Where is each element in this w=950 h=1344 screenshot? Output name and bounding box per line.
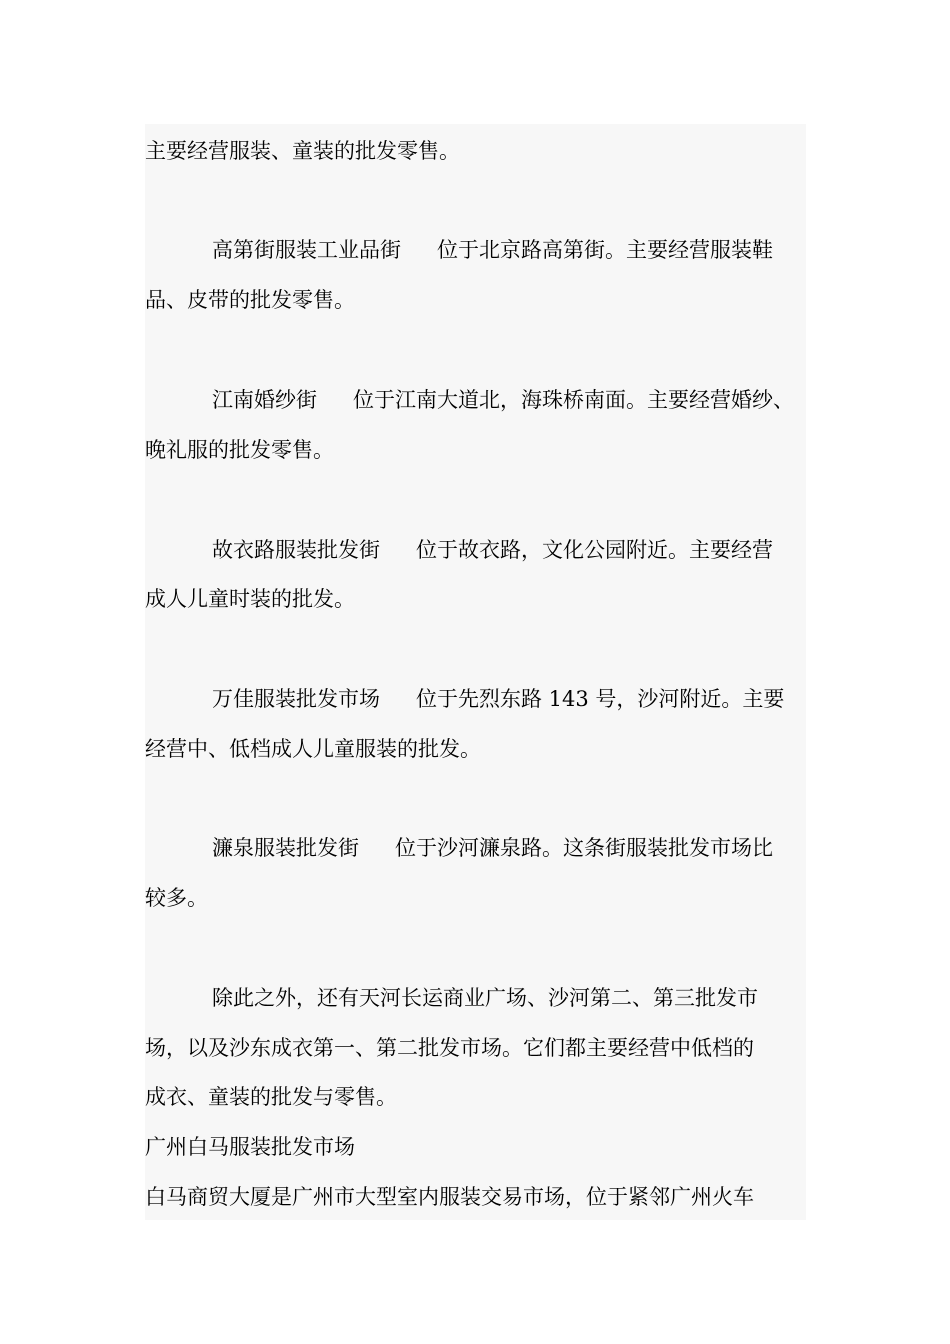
market-name: 高第街服装工业品街 [212,238,401,262]
text: 成衣、童装的批发与零售。 [145,1085,397,1109]
text: 位于江南大道北，海珠桥南面。主要经营婚纱、 [353,388,794,412]
paragraph-line [212,385,794,415]
market-name: 濂泉服装批发街 [212,836,359,860]
market-name: 故衣路服装批发街 [212,538,380,562]
heading-text: 广州白马服装批发市场 [145,1135,355,1159]
paragraph-line [212,535,773,565]
paragraph-line [145,285,355,315]
market-name: 万佳服装批发市场 [212,687,380,711]
text: 位于北京路高第街。主要经营服装鞋 [437,238,773,262]
section-heading [145,1132,355,1162]
paragraph-line [145,1082,397,1112]
text: 主要经营服装、童装的批发零售。 [145,139,460,163]
paragraph-line [145,1033,754,1063]
paragraph-line [145,883,208,913]
text: 晚礼服的批发零售。 [145,438,334,462]
paragraph-line [145,584,355,614]
text: 位于故衣路，文化公园附近。主要经营 [416,538,773,562]
market-name: 江南婚纱街 [212,388,317,412]
text: 场，以及沙东成衣第一、第二批发市场。它们都主要经营中低档的 [145,1036,754,1060]
text: 较多。 [145,886,208,910]
paragraph-line [145,734,481,764]
paragraph-line [145,136,460,166]
paragraph-line [212,983,758,1013]
text: 品、皮带的批发零售。 [145,288,355,312]
text: 位于沙河濂泉路。这条街服装批发市场比 [395,836,773,860]
paragraph-line [212,235,773,265]
paragraph-line [212,833,773,863]
paragraph-line [145,435,334,465]
text: 经营中、低档成人儿童服装的批发。 [145,737,481,761]
text: 位于先烈东路 143 号，沙河附近。主要 [416,687,785,711]
text: 成人儿童时装的批发。 [145,587,355,611]
paragraph-line [212,684,784,714]
text: 白马商贸大厦是广州市大型室内服装交易市场，位于紧邻广州火车 [145,1185,754,1209]
text: 除此之外，还有天河长运商业广场、沙河第二、第三批发市 [212,986,758,1010]
paragraph-line [145,1182,754,1212]
